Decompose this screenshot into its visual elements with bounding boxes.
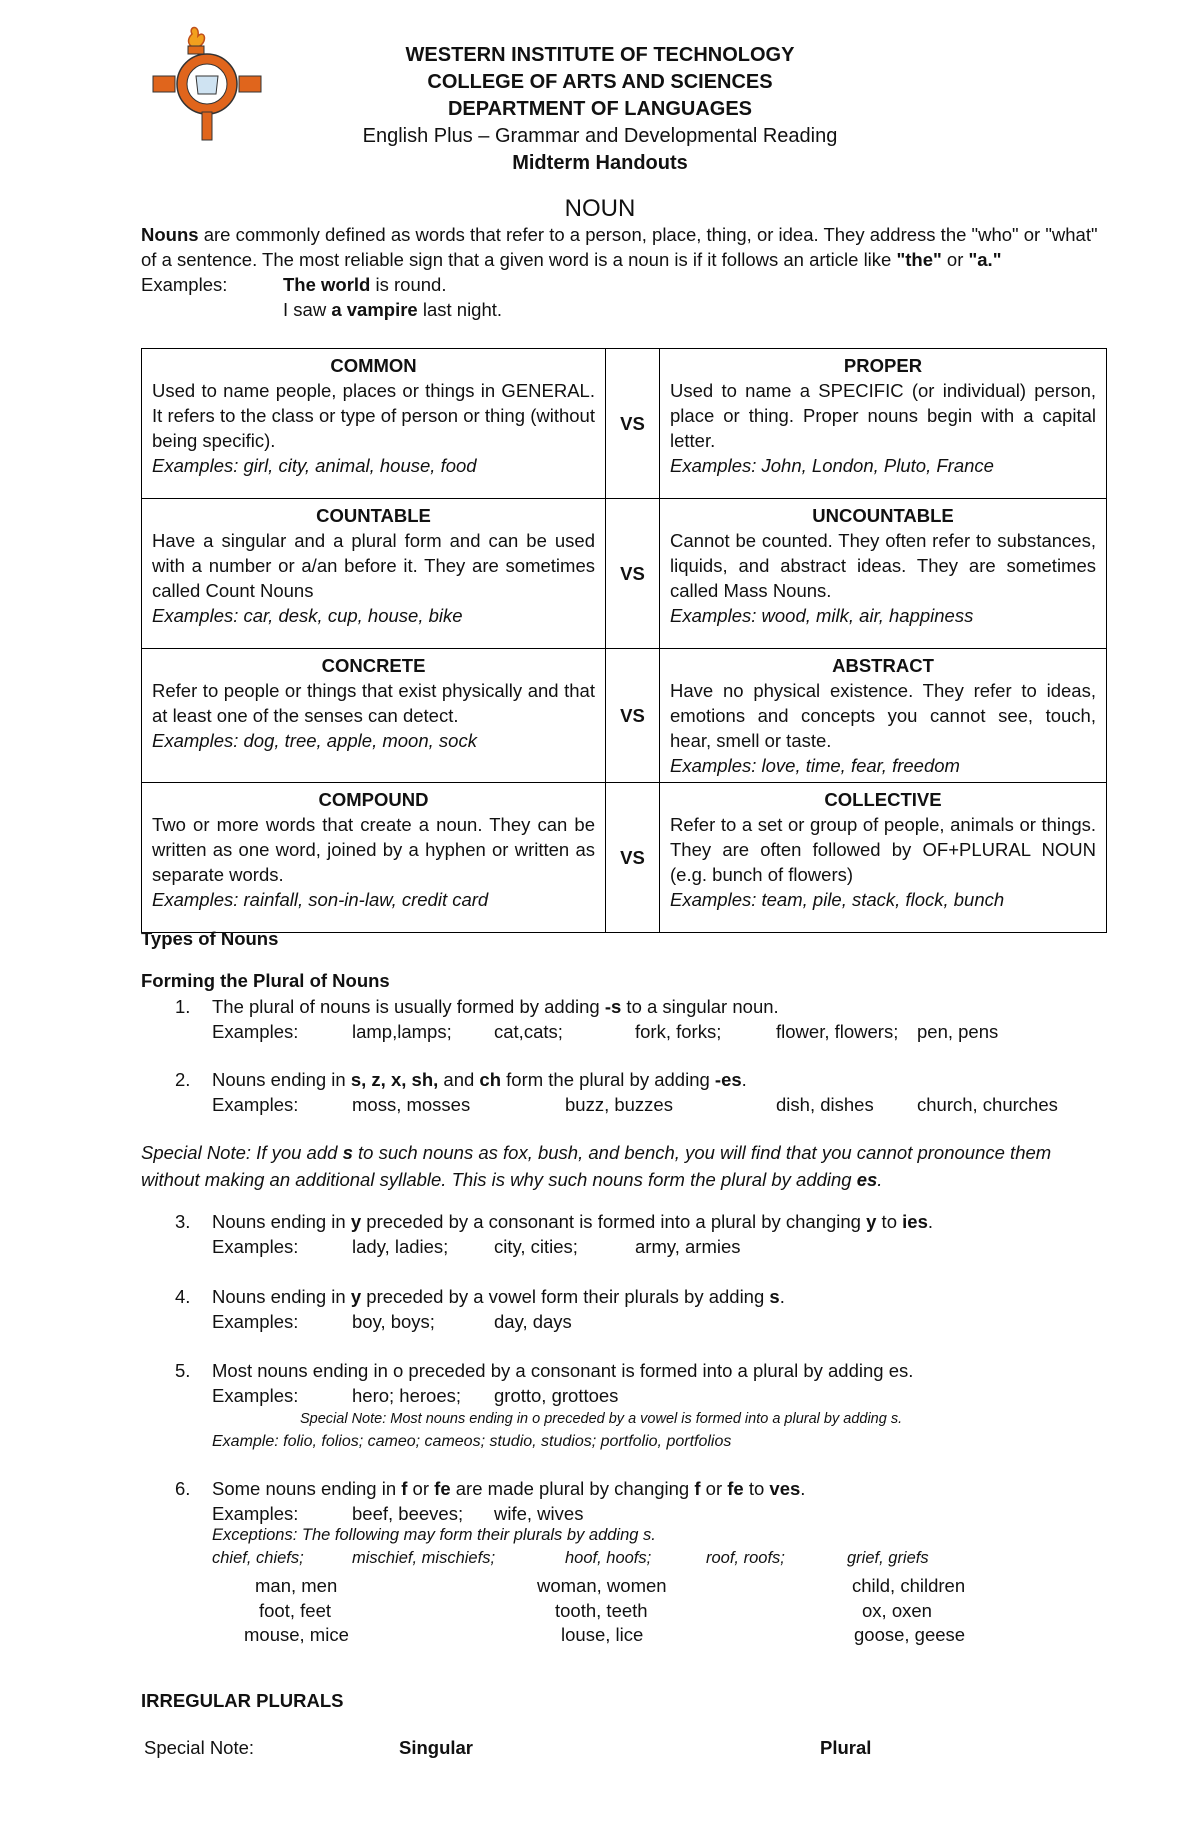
noun-types-table	[141, 348, 1107, 933]
college-name: COLLEGE OF ARTS AND SCIENCES	[427, 71, 773, 93]
special-note-line1: Special Note: If you add s to such nouns as fox, bush, and bench, you will find that you cannot pronounce them	[141, 1142, 1052, 1163]
exception-item: mischief, mischiefs;	[352, 1549, 496, 1567]
type-examples: Examples: car, desk, cup, house, bike	[152, 605, 463, 626]
exception-item: hoof, hoofs;	[565, 1549, 652, 1567]
type-cell-compound	[142, 783, 606, 933]
type-cell-common	[142, 349, 606, 499]
institute-name: WESTERN INSTITUTE OF TECHNOLOGY	[405, 44, 795, 66]
rule-number: 6.	[175, 1478, 191, 1499]
vs-label: VS	[606, 349, 660, 499]
rule-1-text: The plural of nouns is usually formed by adding -s to a singular noun.	[212, 996, 779, 1017]
rule-example: day, days	[494, 1311, 572, 1332]
handout-title: Midterm Handouts	[512, 152, 688, 174]
exceptions-note: Exceptions: The following may form their plurals by adding s.	[212, 1526, 656, 1544]
examples-label: Examples:	[212, 1503, 299, 1524]
plural-heading: Forming the Plural of Nouns	[141, 970, 390, 991]
examples-label: Examples:	[212, 1021, 299, 1042]
irregular-pair: ox, oxen	[862, 1600, 932, 1621]
type-examples: Examples: rainfall, son-in-law, credit card	[152, 889, 489, 910]
rule-example: flower, flowers;	[776, 1021, 899, 1042]
type-title: ABSTRACT	[832, 655, 934, 676]
examples-label: Examples:	[212, 1094, 299, 1115]
table-row	[142, 649, 1107, 783]
examples-label: Examples:	[212, 1385, 299, 1406]
irregular-pair: foot, feet	[259, 1600, 331, 1621]
rule-5-note-example: Example: folio, folios; cameo; cameos; studio, studios; portfolio, portfolios	[212, 1433, 732, 1450]
type-description: Used to name people, places or things in GENERAL. It refers to the class or type of person or thing (without being specific).	[152, 380, 595, 451]
institute-logo	[152, 26, 262, 144]
rule-example: wife, wives	[494, 1503, 584, 1524]
type-examples: Examples: dog, tree, apple, moon, sock	[152, 730, 477, 751]
rule-example: fork, forks;	[635, 1021, 722, 1042]
type-title: CONCRETE	[321, 655, 426, 676]
rule-example: pen, pens	[917, 1021, 999, 1042]
type-title: UNCOUNTABLE	[812, 505, 954, 526]
type-description: Refer to people or things that exist physically and that at least one of the senses can detect.	[152, 680, 595, 726]
type-title: COMMON	[330, 355, 417, 376]
type-examples: Examples: wood, milk, air, happiness	[670, 605, 974, 626]
rule-5-special-note: Special Note: Most nouns ending in o preceded by a vowel is formed into a plural by adding s.	[300, 1411, 903, 1427]
table-row	[142, 499, 1107, 649]
rule-example: cat,cats;	[494, 1021, 563, 1042]
irregular-pair: tooth, teeth	[555, 1600, 648, 1621]
type-title: COUNTABLE	[316, 505, 431, 526]
irregular-pair: woman, women	[537, 1575, 667, 1596]
rule-4-text: Nouns ending in y preceded by a vowel form their plurals by adding s.	[212, 1286, 785, 1307]
type-cell-collective	[660, 783, 1107, 933]
example-1: The world is round.	[283, 274, 447, 295]
type-title: COLLECTIVE	[824, 789, 942, 810]
type-title: PROPER	[843, 355, 923, 376]
type-description: Have no physical existence. They refer to ideas, emotions and concepts you cannot see, touch, hear, smell or taste.	[670, 680, 1096, 751]
singular-column-header: Singular	[399, 1737, 474, 1758]
type-examples: Examples: John, London, Pluto, France	[670, 455, 994, 476]
type-title: COMPOUND	[318, 789, 429, 810]
noun-definition-line1: Nouns are commonly defined as words that refer to a person, place, thing, or idea. They address the "who" or "what"	[141, 224, 1098, 245]
rule-3-text: Nouns ending in y preceded by a consonant is formed into a plural by changing y to ies.	[212, 1211, 933, 1232]
special-note-line2: without making an additional syllable. This is why such nouns form the plural by adding es.	[141, 1169, 883, 1190]
irregular-pair: child, children	[852, 1575, 966, 1596]
exception-item: chief, chiefs;	[212, 1549, 304, 1567]
vs-label: VS	[606, 783, 660, 933]
rule-number: 1.	[175, 996, 191, 1017]
noun-title: NOUN	[564, 195, 636, 222]
rule-example: church, churches	[917, 1094, 1058, 1115]
type-cell-concrete	[142, 649, 606, 783]
rule-6-text: Some nouns ending in f or fe are made plural by changing f or fe to ves.	[212, 1478, 806, 1499]
department-name: DEPARTMENT OF LANGUAGES	[447, 98, 753, 120]
example-2: I saw a vampire last night.	[283, 299, 503, 320]
rule-example: buzz, buzzes	[565, 1094, 673, 1115]
rule-number: 2.	[175, 1069, 191, 1090]
exception-item: grief, griefs	[847, 1549, 929, 1567]
rule-number: 4.	[175, 1286, 191, 1307]
types-heading: Types of Nouns	[141, 928, 279, 949]
type-description: Two or more words that create a noun. They can be written as one word, joined by a hyphen or written as separate words.	[152, 814, 595, 885]
type-description: Cannot be counted. They often refer to substances, liquids, and abstract ideas. They are sometimes called Mass Nouns.	[670, 530, 1096, 601]
rule-example: moss, mosses	[352, 1094, 471, 1115]
type-cell-uncountable	[660, 499, 1107, 649]
irregular-pair: louse, lice	[561, 1624, 644, 1645]
type-examples: Examples: love, time, fear, freedom	[670, 755, 960, 776]
type-description: Used to name a SPECIFIC (or individual) person, place or thing. Proper nouns begin with a capital letter.	[670, 380, 1096, 451]
rule-example: dish, dishes	[776, 1094, 874, 1115]
rule-example: lady, ladies;	[352, 1236, 449, 1257]
examples-label: Examples:	[212, 1236, 299, 1257]
rule-example: grotto, grottoes	[494, 1385, 619, 1406]
irregular-pair: goose, geese	[854, 1624, 966, 1645]
rule-2-text: Nouns ending in s, z, x, sh, and ch form the plural by adding -es.	[212, 1069, 747, 1090]
rule-example: city, cities;	[494, 1236, 578, 1257]
special-note-label: Special Note:	[144, 1737, 255, 1758]
irregular-pair: mouse, mice	[244, 1624, 349, 1645]
rule-example: boy, boys;	[352, 1311, 435, 1332]
irregular-pair: man, men	[255, 1575, 338, 1596]
rule-number: 3.	[175, 1211, 191, 1232]
course-title: English Plus – Grammar and Developmental Reading	[362, 125, 838, 147]
plural-column-header: Plural	[820, 1737, 872, 1758]
rule-example: hero; heroes;	[352, 1385, 462, 1406]
table-row	[142, 783, 1107, 933]
exception-item: roof, roofs;	[706, 1549, 785, 1567]
type-description: Have a singular and a plural form and can be used with a number or a/an before it. They are sometimes called Count Nouns	[152, 530, 595, 601]
noun-definition-line2: of a sentence. The most reliable sign that a given word is a noun is if it follows an article like "the" or "a."	[141, 249, 1002, 270]
rule-example: lamp,lamps;	[352, 1021, 452, 1042]
type-description: Refer to a set or group of people, animals or things. They are often followed by OF+PLURAL NOUN (e.g. bunch of flowers)	[670, 814, 1096, 885]
examples-label: Examples:	[141, 274, 228, 295]
vs-label: VS	[606, 649, 660, 783]
vs-label: VS	[606, 499, 660, 649]
type-cell-countable	[142, 499, 606, 649]
rule-example: army, armies	[635, 1236, 741, 1257]
type-cell-abstract	[660, 649, 1107, 783]
rule-example: beef, beeves;	[352, 1503, 464, 1524]
irregular-heading: IRREGULAR PLURALS	[141, 1690, 344, 1711]
type-examples: Examples: girl, city, animal, house, food	[152, 455, 477, 476]
examples-label: Examples:	[212, 1311, 299, 1332]
rule-5-text: Most nouns ending in o preceded by a consonant is formed into a plural by adding es.	[212, 1360, 914, 1381]
table-row	[142, 349, 1107, 499]
type-cell-proper	[660, 349, 1107, 499]
rule-number: 5.	[175, 1360, 191, 1381]
type-examples: Examples: team, pile, stack, flock, bunch	[670, 889, 1005, 910]
